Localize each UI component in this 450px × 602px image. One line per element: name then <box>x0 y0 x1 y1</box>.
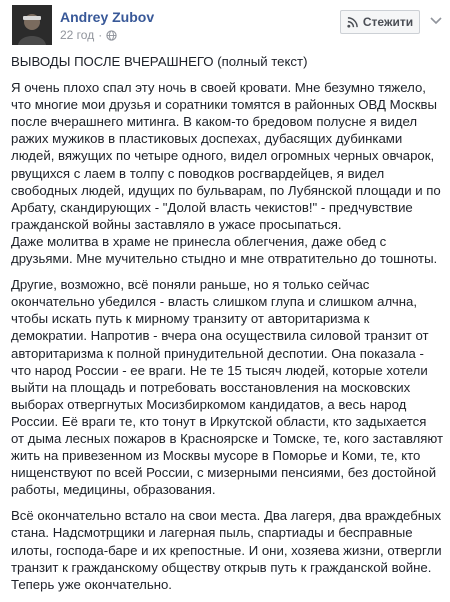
follow-button[interactable] <box>340 10 420 34</box>
avatar-image <box>12 5 52 45</box>
follow-button-label: Стежити <box>362 15 414 29</box>
post-options-button[interactable] <box>428 13 444 29</box>
post-paragraph: Всё окончательно встало на свои места. Два лагеря, два враждебных стана. Надсмотрщики и лагерная пыль, спартиады и бесправные илоты, господа-баре и их крепостные. И они, хозяева жизни, отвергли транзит к гражданскому обществу открыв путь к гражданской войне. Теперь уже окончательно. <box>11 508 442 592</box>
rss-icon <box>347 17 358 28</box>
avatar[interactable] <box>12 5 52 45</box>
globe-icon[interactable] <box>106 30 117 41</box>
post-header <box>0 0 450 50</box>
post-time[interactable]: 22 год <box>60 28 95 42</box>
chevron-down-icon <box>430 17 442 25</box>
post-title: ВЫВОДЫ ПОСЛЕ ВЧЕРАШНЕГО (полный текст) <box>11 54 308 69</box>
post-meta <box>60 28 117 42</box>
post-body <box>11 53 443 602</box>
author-name[interactable]: Andrey Zubov <box>60 9 155 25</box>
meta-separator: · <box>98 28 103 42</box>
post-paragraph: Я очень плохо спал эту ночь в своей кровати. Мне безумно тяжело, что многие мои друзья и соратники томятся в районных ОВД Москвы после вчерашнего митинга. В каком-то бредовом полусне я видел ражих мужиков в пластиковых доспехах, дубасящих дубинками людей, вяжущих по четыре одного, видел огромных черных овчарок, рвущихся с лаем в толпу с поводков росгвардейцев, я видел свободных людей, идущих по бульварам, по Лубянской площади и по Арбату, скандирующих - "Долой власть чекистов!" - предчувствие гражданской войны заставляло в ужасе просыпаться. Даже молитва в храме не принесла облегчения, даже обед с друзьями. Мне мучительно стыдно и мне отвратительно до тошноты. <box>11 80 441 267</box>
post-paragraph: Другие, возможно, всё поняли раньше, но я только сейчас окончательно убедился - власть слишком глупа и слишком алчна, чтобы искать путь к мирному транзиту от авторитаризма к демократии. Напротив - вчера она осуществила силовой транзит от авторитаризма к полной принудительной деспотии. Она показала - что народ России - ее враги. Не те 15 тысяч людей, которые хотели выйти на площадь и потребовать восстановления на московских выборах отвергнутых Мосизбиркомом кандидатов, а весь народ России. Её враги те, кто тонут в Иркутской области, кто задыхается от дыма лесных пожаров в Красноярске и Томске, те, кого заставляют жить на привезенном из Москвы мусоре в Поморье и Коми, те, кто нищенствуют по всей России, с мизерными пенсиями, без достойной работы, медицины, образования. <box>11 277 443 498</box>
